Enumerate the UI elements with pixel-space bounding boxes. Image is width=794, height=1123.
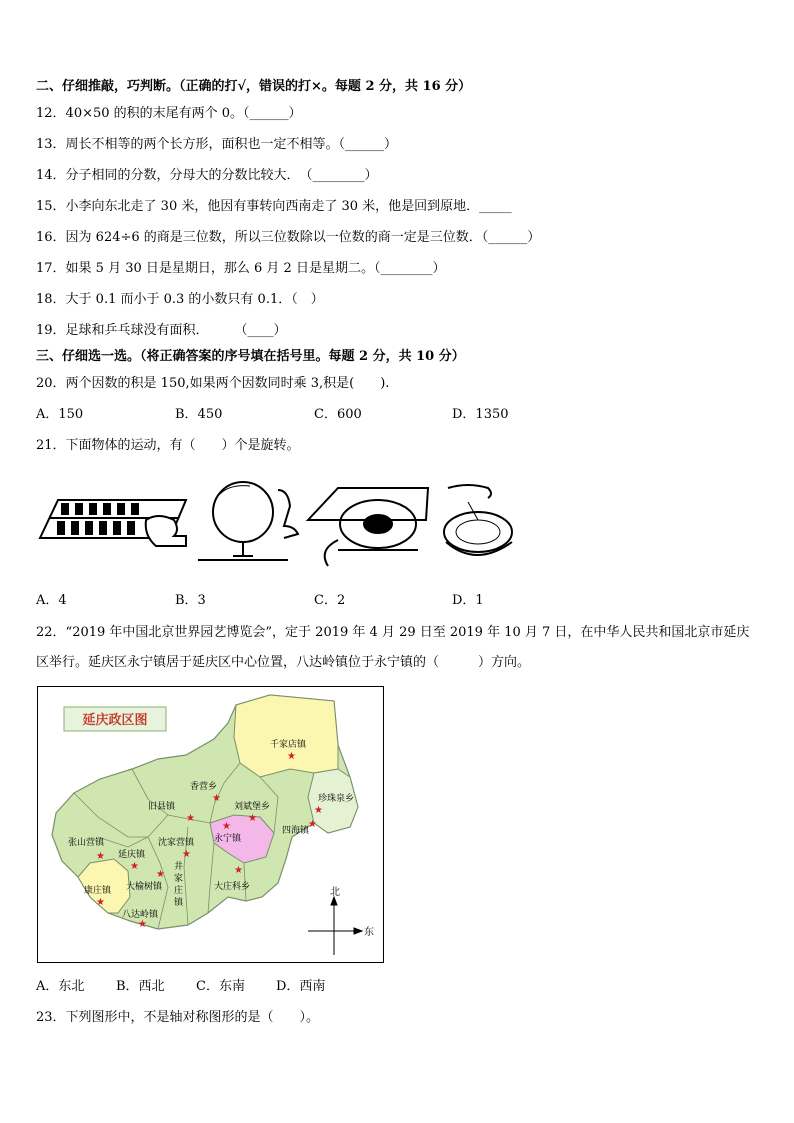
question-14: 14．分子相同的分数，分母大的分数比较大． （________） [36,168,378,183]
map-label-liubinpu: 刘斌堡乡 [234,802,271,812]
map-star-icon: ★ [308,819,317,830]
steering-wheel-picture [308,488,428,566]
q20-option-a: A．150 [36,407,84,422]
compass-icon [308,897,362,955]
map-label-qianjiadian: 千家店镇 [270,740,307,750]
map-star-icon: ★ [182,849,191,860]
map-label-shenjiaying: 沈家营镇 [158,838,195,848]
q21-option-b: B．3 [175,593,206,608]
map-label-kangzhuang: 康庄镇 [84,886,112,896]
question-19: 19．足球和乒乓球没有面积． （____） [36,323,287,338]
map-star-icon: ★ [287,751,296,762]
map-label-zhenzhuquan: 珍珠泉乡 [318,794,355,804]
q20-option-b: B．450 [175,407,223,422]
map-label-jingjiazhuang-1: 井 [174,862,184,872]
compass-north-label: 北 [330,887,340,898]
map-star-icon: ★ [222,821,231,832]
question-17: 17．如果 5 月 30 日是星期日，那么 6 月 2 日是星期二。（________） [36,261,446,276]
question-15: 15．小李向东北走了 30 米，他因有事转向西南走了 30 米，他是回到原地．_____ [36,199,512,214]
map-label-badaling: 八达岭镇 [122,910,159,920]
q21-option-a: A．4 [36,593,67,608]
q21-option-c: C．2 [314,593,346,608]
abacus-picture [40,500,186,546]
map-star-icon: ★ [96,897,105,908]
map-title: 延庆政区图 [82,713,148,728]
map-label-jingjiazhuang-4: 镇 [174,898,184,908]
map-region-qianjiadian [234,695,338,777]
map-star-icon: ★ [212,793,221,804]
map-star-icon: ★ [156,869,165,880]
question-12: 12．40×50 的积的末尾有两个 0。（______） [36,106,302,121]
question-21: 21．下面物体的运动，有（ ）个是旋转。 [36,438,300,453]
section-2-heading: 二、仔细推敲，巧判断。（正确的打√，错误的打×。每题 2 分，共 16 分） [36,79,472,94]
map-label-yanqing: 延庆镇 [118,850,146,860]
map-label-jingjiazhuang-2: 家 [174,874,184,884]
map-label-jingjiazhuang-3: 庄 [174,886,184,896]
map-label-sihai: 四海镇 [282,826,310,836]
q21-pictures [38,480,528,570]
q22-option-c: C．东南 [196,979,245,994]
map-star-icon: ★ [234,865,243,876]
map-label-dayushu: 大榆树镇 [126,882,163,892]
sink-tap-picture [444,485,512,555]
map-label-yongning: 永宁镇 [214,834,242,844]
q22-option-b: B．西北 [116,979,165,994]
question-22-line-2: 区举行。延庆区永宁镇居于延庆区中心位置，八达岭镇位于永宁镇的（ ）方向。 [36,655,531,670]
q22-option-d: D．西南 [276,979,326,994]
map-label-xiangying: 香营乡 [190,782,218,792]
map-star-icon: ★ [138,919,147,930]
map-star-icon: ★ [96,851,105,862]
map-star-icon: ★ [130,861,139,872]
map-star-icon: ★ [314,805,323,816]
map-star-icon: ★ [186,813,195,824]
map-label-jiuxian: 旧县镇 [148,802,176,812]
q22-option-a: A．东北 [36,979,85,994]
map-label-dazhuangke: 大庄科乡 [214,882,251,892]
section-3-heading: 三、仔细选一选。（将正确答案的序号填在括号里。每题 2 分，共 10 分） [36,349,465,364]
question-22-line-1: 22．“2019 年中国北京世界园艺博览会”，定于 2019 年 4 月 29 日至 2019 年 10 月 7 日，在中华人民共和国北京市延庆 [36,625,750,640]
map-star-icon: ★ [248,813,257,824]
question-13: 13．周长不相等的两个长方形，面积也一定不相等。（______） [36,137,398,152]
question-18: 18．大于 0.1 而小于 0.3 的小数只有 0.1．（ ） [36,292,324,307]
q21-option-d: D．1 [452,593,484,608]
q20-option-c: C．600 [314,407,362,422]
question-20: 20．两个因数的积是 150,如果两个因数同时乘 3,积是( ). [36,376,390,391]
globe-picture [198,482,298,560]
question-16: 16．因为 624÷6 的商是三位数，所以三位数除以一位数的商一定是三位数．（______） [36,230,541,245]
yanqing-district-map [37,686,384,963]
compass-east-label: 东 [364,927,374,938]
map-label-zhangshanying: 张山营镇 [68,838,105,848]
q20-option-d: D．1350 [452,407,509,422]
question-23: 23．下列图形中，不是轴对称图形的是（ ）。 [36,1010,320,1025]
